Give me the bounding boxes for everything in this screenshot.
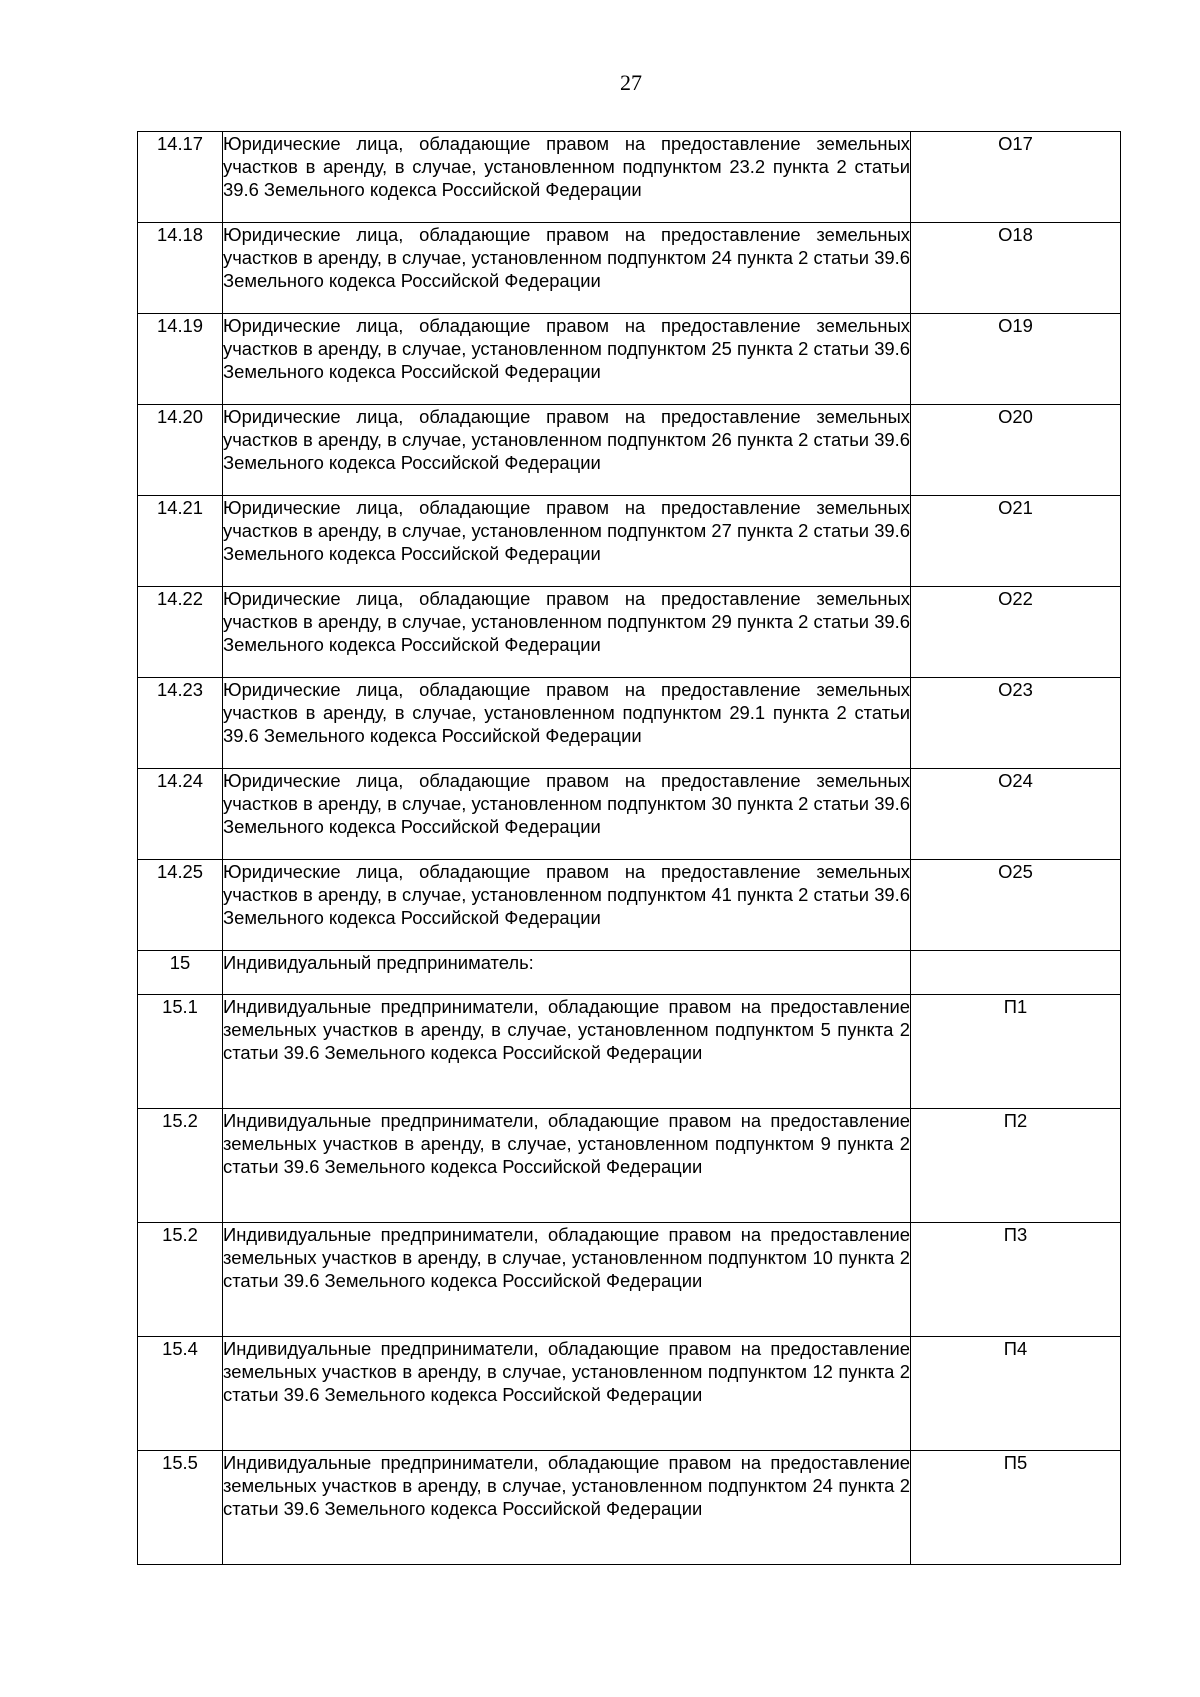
row-number: 14.21 <box>138 496 223 587</box>
row-description: Юридические лица, обладающие правом на предоставление земельных участков в аренду, в случае, установленном подпунктом 26 пункта 2 статьи 39.6 Земельного кодекса Российской Федерации <box>223 405 911 496</box>
table-row <box>138 1109 1121 1223</box>
row-description: Юридические лица, обладающие правом на предоставление земельных участков в аренду, в случае, установленном подпунктом 41 пункта 2 статьи 39.6 Земельного кодекса Российской Федерации <box>223 860 911 951</box>
row-description: Юридические лица, обладающие правом на предоставление земельных участков в аренду, в случае, установленном подпунктом 29.1 пункта 2 статьи 39.6 Земельного кодекса Российской Федерации <box>223 678 911 769</box>
row-number: 15.4 <box>138 1337 223 1451</box>
table-row <box>138 860 1121 951</box>
row-description: Индивидуальные предприниматели, обладающие правом на предоставление земельных участков в аренду, в случае, установленном подпунктом 5 пункта 2 статьи 39.6 Земельного кодекса Российской Федерации <box>223 995 911 1109</box>
row-number: 15 <box>138 951 223 995</box>
row-code: П3 <box>911 1223 1121 1337</box>
row-number: 15.2 <box>138 1109 223 1223</box>
table-row <box>138 769 1121 860</box>
row-code: О23 <box>911 678 1121 769</box>
row-number: 14.22 <box>138 587 223 678</box>
row-description: Юридические лица, обладающие правом на предоставление земельных участков в аренду, в случае, установленном подпунктом 29 пункта 2 статьи 39.6 Земельного кодекса Российской Федерации <box>223 587 911 678</box>
row-number: 14.23 <box>138 678 223 769</box>
row-description: Юридические лица, обладающие правом на предоставление земельных участков в аренду, в случае, установленном подпунктом 25 пункта 2 статьи 39.6 Земельного кодекса Российской Федерации <box>223 314 911 405</box>
row-description: Юридические лица, обладающие правом на предоставление земельных участков в аренду, в случае, установленном подпунктом 27 пункта 2 статьи 39.6 Земельного кодекса Российской Федерации <box>223 496 911 587</box>
table-row <box>138 314 1121 405</box>
row-number: 15.5 <box>138 1451 223 1565</box>
table-row <box>138 995 1121 1109</box>
table-row <box>138 678 1121 769</box>
row-code: О20 <box>911 405 1121 496</box>
table-body <box>138 132 1121 1565</box>
row-code: О24 <box>911 769 1121 860</box>
row-description: Индивидуальные предприниматели, обладающие правом на предоставление земельных участков в аренду, в случае, установленном подпунктом 10 пункта 2 статьи 39.6 Земельного кодекса Российской Федерации <box>223 1223 911 1337</box>
table-row <box>138 1451 1121 1565</box>
row-description: Юридические лица, обладающие правом на предоставление земельных участков в аренду, в случае, установленном подпунктом 24 пункта 2 статьи 39.6 Земельного кодекса Российской Федерации <box>223 223 911 314</box>
row-code: О17 <box>911 132 1121 223</box>
table-row <box>138 496 1121 587</box>
row-code: П5 <box>911 1451 1121 1565</box>
table-row <box>138 132 1121 223</box>
row-number: 15.2 <box>138 1223 223 1337</box>
row-description: Индивидуальные предприниматели, обладающие правом на предоставление земельных участков в аренду, в случае, установленном подпунктом 12 пункта 2 статьи 39.6 Земельного кодекса Российской Федерации <box>223 1337 911 1451</box>
row-description: Юридические лица, обладающие правом на предоставление земельных участков в аренду, в случае, установленном подпунктом 30 пункта 2 статьи 39.6 Земельного кодекса Российской Федерации <box>223 769 911 860</box>
row-number: 14.18 <box>138 223 223 314</box>
row-number: 14.20 <box>138 405 223 496</box>
row-description: Индивидуальный предприниматель: <box>223 951 911 995</box>
row-number: 15.1 <box>138 995 223 1109</box>
table-row <box>138 405 1121 496</box>
table-row <box>138 587 1121 678</box>
table-row <box>138 223 1121 314</box>
table-row <box>138 951 1121 995</box>
row-description: Индивидуальные предприниматели, обладающие правом на предоставление земельных участков в аренду, в случае, установленном подпунктом 24 пункта 2 статьи 39.6 Земельного кодекса Российской Федерации <box>223 1451 911 1565</box>
document-table <box>137 131 1121 1565</box>
table-row <box>138 1223 1121 1337</box>
row-number: 14.17 <box>138 132 223 223</box>
row-number: 14.25 <box>138 860 223 951</box>
row-description: Индивидуальные предприниматели, обладающие правом на предоставление земельных участков в аренду, в случае, установленном подпунктом 9 пункта 2 статьи 39.6 Земельного кодекса Российской Федерации <box>223 1109 911 1223</box>
row-number: 14.24 <box>138 769 223 860</box>
row-code <box>911 951 1121 995</box>
row-code: О22 <box>911 587 1121 678</box>
row-code: О19 <box>911 314 1121 405</box>
row-code: П4 <box>911 1337 1121 1451</box>
table-row <box>138 1337 1121 1451</box>
row-code: О18 <box>911 223 1121 314</box>
row-code: П1 <box>911 995 1121 1109</box>
page-number: 27 <box>620 70 642 95</box>
row-number: 14.19 <box>138 314 223 405</box>
row-code: О21 <box>911 496 1121 587</box>
row-description: Юридические лица, обладающие правом на предоставление земельных участков в аренду, в случае, установленном подпунктом 23.2 пункта 2 статьи 39.6 Земельного кодекса Российской Федерации <box>223 132 911 223</box>
row-code: О25 <box>911 860 1121 951</box>
row-code: П2 <box>911 1109 1121 1223</box>
